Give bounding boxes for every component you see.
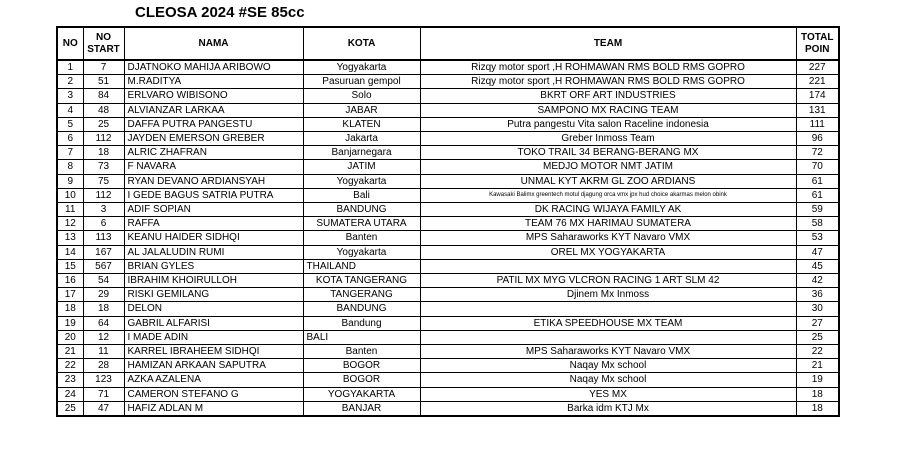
cell-kota: Bandung [303,316,420,330]
cell-team: PATIL MX MYG VLCRON RACING 1 ART SLM 42 [420,274,796,288]
cell-total-poin: 25 [796,330,839,344]
cell-kota: Bali [303,188,420,202]
cell-no-start: 28 [83,359,124,373]
cell-nama: I MADE ADIN [124,330,303,344]
table-row [57,359,839,373]
cell-no: 1 [57,60,83,75]
cell-kota: Jakarta [303,132,420,146]
cell-no-start: 48 [83,103,124,117]
table-row [57,373,839,387]
cell-no: 11 [57,203,83,217]
cell-kota: Yogyakarta [303,60,420,75]
cell-total-poin: 58 [796,217,839,231]
cell-nama: ALVIANZAR LARKAA [124,103,303,117]
cell-kota: BOGOR [303,373,420,387]
cell-team: UNMAL KYT AKRM GL ZOO ARDIANS [420,174,796,188]
table-row [57,288,839,302]
header-no-start: NO START [83,27,124,60]
cell-team: Rizqy motor sport ,H ROHMAWAN RMS BOLD RMS GOPRO [420,75,796,89]
cell-total-poin: 61 [796,188,839,202]
cell-nama: M.RADITYA [124,75,303,89]
cell-nama: I GEDE BAGUS SATRIA PUTRA [124,188,303,202]
cell-kota: Yogyakarta [303,174,420,188]
header-nama: NAMA [124,27,303,60]
cell-no-start: 112 [83,132,124,146]
header-total-poin: TOTAL POIN [796,27,839,60]
cell-team: Kawasaki Balimx greentech motul djagung orca vmx jpx hud choice akarmas melon obink [420,188,796,202]
cell-team: YES MX [420,387,796,401]
cell-nama: KARREL IBRAHEEM SIDHQI [124,345,303,359]
cell-no: 10 [57,188,83,202]
cell-kota: Banten [303,231,420,245]
cell-nama: RISKI GEMILANG [124,288,303,302]
cell-no: 8 [57,160,83,174]
cell-kota: BANDUNG [303,203,420,217]
header-kota: KOTA [303,27,420,60]
table-row [57,89,839,103]
cell-no: 5 [57,117,83,131]
table-row [57,174,839,188]
cell-kota: JABAR [303,103,420,117]
table-header [57,27,839,60]
cell-kota: Solo [303,89,420,103]
cell-nama: BRIAN GYLES [124,259,303,273]
cell-nama: JAYDEN EMERSON GREBER [124,132,303,146]
table-row [57,132,839,146]
cell-no-start: 73 [83,160,124,174]
cell-no: 25 [57,401,83,416]
table-row [57,117,839,131]
cell-nama: CAMERON STEFANO G [124,387,303,401]
cell-no: 24 [57,387,83,401]
table-row [57,316,839,330]
cell-total-poin: 221 [796,75,839,89]
cell-team: ETIKA SPEEDHOUSE MX TEAM [420,316,796,330]
table-row [57,259,839,273]
cell-no: 19 [57,316,83,330]
cell-total-poin: 27 [796,316,839,330]
cell-kota: Pasuruan gempol [303,75,420,89]
cell-total-poin: 53 [796,231,839,245]
cell-no-start: 3 [83,203,124,217]
table-row [57,330,839,344]
cell-total-poin: 30 [796,302,839,316]
standings-table [56,26,840,417]
cell-kota: SUMATERA UTARA [303,217,420,231]
cell-kota: Banjarnegara [303,146,420,160]
cell-total-poin: 59 [796,203,839,217]
cell-total-poin: 47 [796,245,839,259]
cell-team: DK RACING WIJAYA FAMILY AK [420,203,796,217]
cell-team: MPS Saharaworks KYT Navaro VMX [420,345,796,359]
cell-no-start: 567 [83,259,124,273]
cell-no: 9 [57,174,83,188]
cell-total-poin: 18 [796,387,839,401]
cell-no-start: 54 [83,274,124,288]
cell-nama: DAFFA PUTRA PANGESTU [124,117,303,131]
cell-no: 16 [57,274,83,288]
cell-no-start: 112 [83,188,124,202]
cell-no-start: 29 [83,288,124,302]
cell-total-poin: 227 [796,60,839,75]
table-row [57,302,839,316]
header-team: TEAM [420,27,796,60]
cell-no-start: 167 [83,245,124,259]
cell-total-poin: 174 [796,89,839,103]
cell-team: Putra pangestu Vita salon Raceline indonesia [420,117,796,131]
cell-no-start: 51 [83,75,124,89]
cell-team [420,302,796,316]
cell-no: 20 [57,330,83,344]
cell-no-start: 71 [83,387,124,401]
cell-team: Greber Inmoss Team [420,132,796,146]
cell-no-start: 123 [83,373,124,387]
cell-kota: Yogyakarta [303,245,420,259]
cell-no-start: 75 [83,174,124,188]
cell-total-poin: 42 [796,274,839,288]
cell-total-poin: 72 [796,146,839,160]
cell-no: 6 [57,132,83,146]
cell-total-poin: 19 [796,373,839,387]
cell-nama: IBRAHIM KHOIRULLOH [124,274,303,288]
cell-team: SAMPONO MX RACING TEAM [420,103,796,117]
cell-no: 13 [57,231,83,245]
cell-no-start: 7 [83,60,124,75]
cell-total-poin: 70 [796,160,839,174]
cell-no-start: 11 [83,345,124,359]
table-row [57,188,839,202]
cell-total-poin: 21 [796,359,839,373]
cell-team: MEDJO MOTOR NMT JATIM [420,160,796,174]
table-row [57,387,839,401]
table-row [57,146,839,160]
standings-table-wrapper [56,26,840,417]
cell-no: 12 [57,217,83,231]
cell-team: OREL MX YOGYAKARTA [420,245,796,259]
cell-kota: THAILAND [303,259,420,273]
cell-total-poin: 61 [796,174,839,188]
cell-kota: KLATEN [303,117,420,131]
table-row [57,160,839,174]
table-row [57,274,839,288]
cell-nama: DELON [124,302,303,316]
cell-nama: GABRIL ALFARISI [124,316,303,330]
cell-no: 23 [57,373,83,387]
cell-nama: RAFFA [124,217,303,231]
table-row [57,231,839,245]
cell-total-poin: 111 [796,117,839,131]
table-row [57,75,839,89]
cell-nama: F NAVARA [124,160,303,174]
cell-total-poin: 22 [796,345,839,359]
cell-total-poin: 96 [796,132,839,146]
cell-no-start: 12 [83,330,124,344]
cell-team: TEAM 76 MX HARIMAU SUMATERA [420,217,796,231]
cell-kota: TANGERANG [303,288,420,302]
table-row [57,203,839,217]
table-row [57,245,839,259]
cell-total-poin: 18 [796,401,839,416]
cell-no: 2 [57,75,83,89]
cell-team: BKRT ORF ART INDUSTRIES [420,89,796,103]
table-row [57,103,839,117]
cell-no-start: 6 [83,217,124,231]
cell-nama: ERLVARO WIBISONO [124,89,303,103]
cell-team: TOKO TRAIL 34 BERANG-BERANG MX [420,146,796,160]
header-no: NO [57,27,83,60]
cell-nama: ALRIC ZHAFRAN [124,146,303,160]
cell-no-start: 47 [83,401,124,416]
cell-nama: ADIF SOPIAN [124,203,303,217]
cell-team: Djinem Mx Inmoss [420,288,796,302]
cell-no: 17 [57,288,83,302]
cell-no: 15 [57,259,83,273]
cell-nama: RYAN DEVANO ARDIANSYAH [124,174,303,188]
cell-team: MPS Saharaworks KYT Navaro VMX [420,231,796,245]
cell-team [420,259,796,273]
table-row [57,217,839,231]
page-title: CLEOSA 2024 #SE 85cc [135,4,305,21]
cell-kota: Banten [303,345,420,359]
cell-no: 21 [57,345,83,359]
cell-kota: BALI [303,330,420,344]
cell-nama: DJATNOKO MAHIJA ARIBOWO [124,60,303,75]
table-row [57,401,839,416]
cell-no-start: 25 [83,117,124,131]
cell-team: Naqay Mx school [420,359,796,373]
cell-no: 18 [57,302,83,316]
cell-kota: KOTA TANGERANG [303,274,420,288]
cell-total-poin: 45 [796,259,839,273]
cell-no-start: 84 [83,89,124,103]
cell-kota: BANDUNG [303,302,420,316]
cell-nama: HAMIZAN ARKAAN SAPUTRA [124,359,303,373]
cell-nama: AL JALALUDIN RUMI [124,245,303,259]
cell-team: Naqay Mx school [420,373,796,387]
table-row [57,60,839,75]
header-row [57,27,839,60]
cell-no: 22 [57,359,83,373]
cell-kota: BANJAR [303,401,420,416]
cell-nama: KEANU HAIDER SIDHQI [124,231,303,245]
cell-no-start: 64 [83,316,124,330]
cell-no: 3 [57,89,83,103]
cell-kota: BOGOR [303,359,420,373]
cell-kota: JATIM [303,160,420,174]
cell-nama: AZKA AZALENA [124,373,303,387]
cell-kota: YOGYAKARTA [303,387,420,401]
cell-no-start: 18 [83,146,124,160]
cell-no: 7 [57,146,83,160]
cell-no: 14 [57,245,83,259]
table-row [57,345,839,359]
cell-no-start: 113 [83,231,124,245]
cell-no-start: 18 [83,302,124,316]
table-body [57,60,839,416]
cell-team: Rizqy motor sport ,H ROHMAWAN RMS BOLD RMS GOPRO [420,60,796,75]
cell-team [420,330,796,344]
cell-nama: HAFIZ ADLAN M [124,401,303,416]
cell-total-poin: 36 [796,288,839,302]
cell-team: Barka idm KTJ Mx [420,401,796,416]
cell-total-poin: 131 [796,103,839,117]
cell-no: 4 [57,103,83,117]
